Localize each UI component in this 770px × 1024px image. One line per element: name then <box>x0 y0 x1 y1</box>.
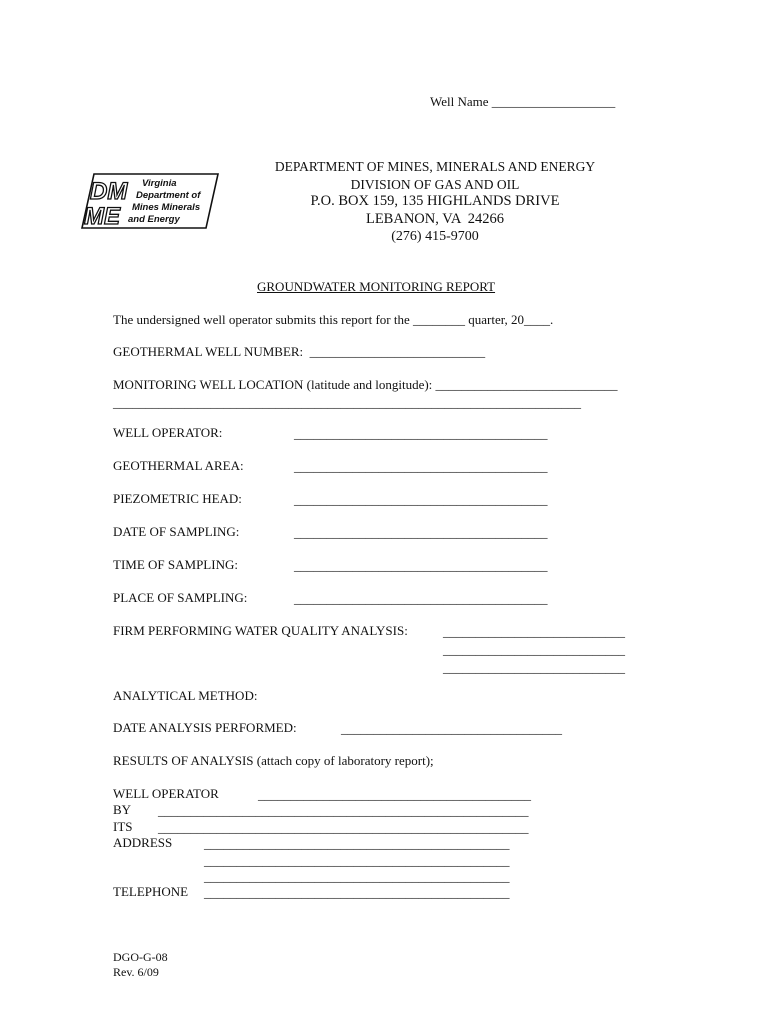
analytical-method-label: ANALYTICAL METHOD: <box>113 688 258 703</box>
report-title: GROUNDWATER MONITORING REPORT <box>257 279 496 294</box>
monitoring-location-line[interactable]: ________________________________________________________________________ <box>113 395 581 410</box>
agency-line-1: DEPARTMENT OF MINES, MINERALS AND ENERGY <box>274 159 596 174</box>
signature-telephone-line[interactable]: _______________________________________________ <box>204 885 510 900</box>
agency-line-4: LEBANON, VA 24266 <box>365 210 505 227</box>
field-line-date-of-sampling[interactable]: _______________________________________ <box>294 525 548 540</box>
results-statement: RESULTS OF ANALYSIS (attach copy of laboratory report); <box>113 753 434 768</box>
firm-line-1[interactable]: ____________________________ <box>443 624 625 639</box>
date-analysis-line[interactable]: __________________________________ <box>341 721 562 736</box>
field-line-geothermal-area[interactable]: _______________________________________ <box>294 459 548 474</box>
signature-well-operator-line[interactable]: __________________________________________ <box>258 787 531 802</box>
logo-line-4: and Energy <box>128 214 180 225</box>
date-analysis-label: DATE ANALYSIS PERFORMED: <box>113 720 297 735</box>
geothermal-well-number-field[interactable]: GEOTHERMAL WELL NUMBER: ___________________________ <box>113 344 486 359</box>
intro-statement[interactable]: The undersigned well operator submits this report for the ________ quarter, 20____. <box>113 312 554 327</box>
logo-line-1: Virginia <box>142 178 177 189</box>
signature-by-line[interactable]: _________________________________________________________ <box>158 803 529 818</box>
logo-dm: DM <box>90 178 128 205</box>
signature-address-line-3[interactable]: _______________________________________________ <box>204 869 510 884</box>
field-label-well-operator: WELL OPERATOR: <box>113 425 223 440</box>
signature-by-label: BY <box>113 802 132 817</box>
agency-address-block <box>230 158 640 246</box>
logo-line-2: Department of <box>136 190 201 201</box>
well-name-field[interactable]: Well Name ___________________ <box>430 94 616 109</box>
field-label-geothermal-area: GEOTHERMAL AREA: <box>113 458 244 473</box>
signature-address-line-1[interactable]: _______________________________________________ <box>204 836 510 851</box>
field-line-piezometric-head[interactable]: _______________________________________ <box>294 492 548 507</box>
firm-label: FIRM PERFORMING WATER QUALITY ANALYSIS: <box>113 623 408 638</box>
agency-line-2: DIVISION OF GAS AND OIL <box>350 176 520 192</box>
signature-address-line-2[interactable]: _______________________________________________ <box>204 853 510 868</box>
agency-line-3: P.O. BOX 159, 135 HIGHLANDS DRIVE <box>310 193 560 209</box>
firm-line-3[interactable]: ____________________________ <box>443 660 625 675</box>
form-revision: Rev. 6/09 <box>113 965 159 979</box>
dmme-logo <box>80 172 220 230</box>
field-line-place-of-sampling[interactable]: _______________________________________ <box>294 591 548 606</box>
form-code: DGO-G-08 <box>113 950 168 964</box>
agency-line-5: (276) 415-9700 <box>391 229 479 244</box>
logo-me: ME <box>84 203 120 230</box>
signature-telephone-label: TELEPHONE <box>113 884 189 899</box>
monitoring-location-field[interactable]: MONITORING WELL LOCATION (latitude and longitude): ____________________________ <box>113 377 618 392</box>
logo-line-3: Mines Minerals <box>132 202 201 213</box>
signature-address-label: ADDRESS <box>113 835 173 850</box>
field-label-date-of-sampling: DATE OF SAMPLING: <box>113 524 240 539</box>
field-label-place-of-sampling: PLACE OF SAMPLING: <box>113 590 248 605</box>
signature-well-operator-label: WELL OPERATOR <box>113 786 219 801</box>
field-line-well-operator[interactable]: _______________________________________ <box>294 426 548 441</box>
field-label-time-of-sampling: TIME OF SAMPLING: <box>113 557 238 572</box>
signature-its-label: ITS <box>113 819 133 834</box>
field-line-time-of-sampling[interactable]: _______________________________________ <box>294 558 548 573</box>
field-label-piezometric-head: PIEZOMETRIC HEAD: <box>113 491 242 506</box>
signature-its-line[interactable]: _________________________________________________________ <box>158 820 529 835</box>
firm-line-2[interactable]: ____________________________ <box>443 642 625 657</box>
